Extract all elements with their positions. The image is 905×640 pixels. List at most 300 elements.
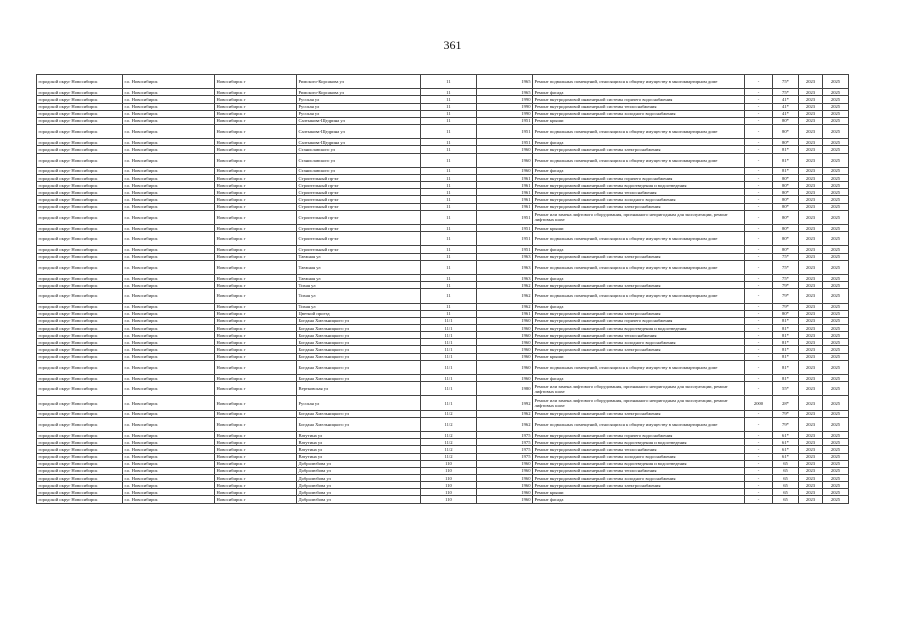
cell-cost: - [745,446,773,453]
cell-work: Ремонт внутридомовой инженерной системы электроснабжения [533,410,745,417]
cell-cost: - [745,382,773,396]
cell-okrug: городской округ Новосибирск [37,382,123,396]
cell-y1: 2023 [799,175,823,182]
table-row [37,325,849,332]
cell-y2: 2025 [823,353,849,360]
cell-y2: 2025 [823,246,849,253]
cell-np: Новосибирск г [215,353,297,360]
table-row [37,382,849,396]
cell-np: Новосибирск г [215,467,297,474]
cell-cost: - [745,410,773,417]
cell-wear: 81* [773,153,799,167]
cell-y1: 2023 [799,210,823,224]
cell-gor: г.о. Новосибирск [123,167,215,174]
cell-cost: - [745,432,773,439]
cell-wear: 79* [773,289,799,303]
cell-cost: - [745,332,773,339]
table-row [37,289,849,303]
cell-okrug: городской округ Новосибирск [37,282,123,289]
table-row [37,253,849,260]
table-row [37,125,849,139]
cell-house: 11 [421,189,477,196]
cell-gor: г.о. Новосибирск [123,339,215,346]
cell-house: 11/2 [421,446,477,453]
cell-np: Новосибирск г [215,146,297,153]
cell-gor: г.о. Новосибирск [123,360,215,374]
cell-wear: 65 [773,489,799,496]
cell-np: Новосибирск г [215,246,297,253]
cell-gor: г.о. Новосибирск [123,260,215,274]
cell-house: 11/1 [421,346,477,353]
cell-gor: г.о. Новосибирск [123,325,215,332]
cell-work: Ремонт крыши [533,117,745,124]
cell-year: 1965 [477,75,533,89]
cell-wear: 65 [773,475,799,482]
cell-okrug: городской округ Новосибирск [37,417,123,431]
cell-street: Русская ул [297,96,421,103]
cell-okrug: городской округ Новосибирск [37,375,123,382]
cell-house: 11 [421,289,477,303]
cell-np: Новосибирск г [215,325,297,332]
cell-gor: г.о. Новосибирск [123,432,215,439]
cell-okrug: городской округ Новосибирск [37,410,123,417]
cell-street: Богдана Хмельницкого ул [297,375,421,382]
cell-house: 11/2 [421,453,477,460]
cell-street: Ватутина ул [297,432,421,439]
cell-okrug: городской округ Новосибирск [37,225,123,232]
cell-wear: 80* [773,225,799,232]
cell-gor: г.о. Новосибирск [123,382,215,396]
cell-gor: г.о. Новосибирск [123,460,215,467]
cell-wear: 65 [773,460,799,467]
cell-y1: 2023 [799,260,823,274]
cell-y2: 2025 [823,89,849,96]
cell-house: 11/1 [421,339,477,346]
cell-year: 1960 [477,489,533,496]
table-body [37,75,849,504]
cell-house: 11 [421,246,477,253]
cell-np: Новосибирск г [215,489,297,496]
cell-street: Богдана Хмельницкого ул [297,346,421,353]
cell-house: 110 [421,467,477,474]
cell-okrug: городской округ Новосибирск [37,110,123,117]
cell-house: 11/1 [421,360,477,374]
cell-year: 1961 [477,182,533,189]
cell-y1: 2023 [799,432,823,439]
cell-cost: - [745,489,773,496]
cell-gor: г.о. Новосибирск [123,139,215,146]
cell-wear: 79* [773,282,799,289]
cell-okrug: городской округ Новосибирск [37,475,123,482]
cell-work: Ремонт подвальных помещений, относящихся к общему имуществу в многоквартирном доме [533,75,745,89]
cell-work: Ремонт подвальных помещений, относящихся к общему имуществу в многоквартирном доме [533,289,745,303]
cell-y1: 2023 [799,360,823,374]
table-row [37,89,849,96]
cell-np: Новосибирск г [215,275,297,282]
cell-house: 11 [421,260,477,274]
table-row [37,232,849,246]
cell-street: Ватутина ул [297,446,421,453]
cell-cost: - [745,167,773,174]
table-row [37,246,849,253]
cell-y1: 2023 [799,339,823,346]
cell-cost: - [745,117,773,124]
cell-y1: 2023 [799,475,823,482]
cell-work: Ремонт фасада [533,496,745,503]
cell-work: Ремонт внутридомовой инженерной системы электроснабжения [533,146,745,153]
table-row [37,453,849,460]
cell-cost: - [745,346,773,353]
cell-cost: - [745,353,773,360]
cell-cost: - [745,125,773,139]
cell-okrug: городской округ Новосибирск [37,353,123,360]
cell-y2: 2025 [823,482,849,489]
cell-y1: 2023 [799,225,823,232]
cell-cost: - [745,339,773,346]
cell-np: Новосибирск г [215,153,297,167]
cell-y2: 2025 [823,282,849,289]
cell-okrug: городской округ Новосибирск [37,303,123,310]
cell-np: Новосибирск г [215,417,297,431]
cell-work: Ремонт внутридомовой инженерной системы электроснабжения [533,203,745,210]
cell-y1: 2023 [799,467,823,474]
cell-okrug: городской округ Новосибирск [37,203,123,210]
cell-np: Новосибирск г [215,339,297,346]
cell-street: Строительный пр-кт [297,196,421,203]
cell-cost: - [745,310,773,317]
cell-street: Добролюбова ул [297,482,421,489]
cell-np: Новосибирск г [215,475,297,482]
cell-y2: 2025 [823,153,849,167]
cell-okrug: городской округ Новосибирск [37,167,123,174]
cell-gor: г.о. Новосибирск [123,75,215,89]
cell-work: Ремонт внутридомовой инженерной системы холодного водоснабжения [533,339,745,346]
cell-year: 1951 [477,225,533,232]
cell-house: 11 [421,203,477,210]
cell-work: Ремонт или замена лифтового оборудования, признанного непригодным для эксплуатации, ремонт лифтовых шахт [533,382,745,396]
cell-work: Ремонт внутридомовой инженерной системы теплоснабжения [533,467,745,474]
cell-y2: 2025 [823,189,849,196]
cell-okrug: городской округ Новосибирск [37,432,123,439]
cell-y2: 2025 [823,439,849,446]
cell-work: Ремонт внутридомовой инженерной системы теплоснабжения [533,446,745,453]
cell-np: Новосибирск г [215,210,297,224]
cell-street: Богдана Хмельницкого ул [297,325,421,332]
cell-wear: 41* [773,110,799,117]
cell-gor: г.о. Новосибирск [123,146,215,153]
cell-y2: 2025 [823,289,849,303]
cell-house: 11 [421,196,477,203]
cell-work: Ремонт фасада [533,375,745,382]
cell-year: 1963 [477,275,533,282]
cell-street: Богдана Хмельницкого ул [297,360,421,374]
cell-wear: 80* [773,210,799,224]
cell-y2: 2025 [823,203,849,210]
cell-np: Новосибирск г [215,482,297,489]
cell-work: Ремонт внутридомовой инженерной системы теплоснабжения [533,189,745,196]
cell-street: Станиславского ул [297,167,421,174]
cell-cost: - [745,75,773,89]
cell-gor: г.о. Новосибирск [123,232,215,246]
cell-y1: 2023 [799,196,823,203]
cell-work: Ремонт подвальных помещений, относящихся к общему имуществу в многоквартирном доме [533,232,745,246]
cell-house: 110 [421,460,477,467]
cell-y1: 2023 [799,310,823,317]
table-row [37,410,849,417]
capital-repair-table [36,74,849,504]
cell-work: Ремонт подвальных помещений, относящихся к общему имуществу в многоквартирном доме [533,125,745,139]
table-row [37,260,849,274]
cell-y2: 2025 [823,339,849,346]
cell-house: 11 [421,282,477,289]
cell-np: Новосибирск г [215,332,297,339]
cell-street: Станиславского ул [297,153,421,167]
cell-gor: г.о. Новосибирск [123,396,215,410]
cell-house: 11 [421,110,477,117]
cell-year: 1961 [477,189,533,196]
cell-year: 1961 [477,310,533,317]
cell-y1: 2023 [799,139,823,146]
cell-okrug: городской округ Новосибирск [37,260,123,274]
cell-gor: г.о. Новосибирск [123,189,215,196]
cell-y1: 2023 [799,303,823,310]
cell-np: Новосибирск г [215,382,297,396]
table-row [37,432,849,439]
cell-okrug: городской округ Новосибирск [37,153,123,167]
cell-gor: г.о. Новосибирск [123,203,215,210]
cell-okrug: городской округ Новосибирск [37,196,123,203]
cell-street: Ватутина ул [297,439,421,446]
cell-np: Новосибирск г [215,203,297,210]
cell-house: 11/2 [421,439,477,446]
cell-year: 1960 [477,167,533,174]
cell-np: Новосибирск г [215,289,297,303]
cell-wear: 81* [773,375,799,382]
cell-gor: г.о. Новосибирск [123,210,215,224]
cell-y2: 2025 [823,253,849,260]
cell-okrug: городской округ Новосибирск [37,139,123,146]
cell-y1: 2023 [799,482,823,489]
cell-y1: 2023 [799,189,823,196]
cell-house: 11 [421,232,477,246]
cell-gor: г.о. Новосибирск [123,289,215,303]
cell-wear: 65 [773,482,799,489]
cell-street: Добролюбова ул [297,496,421,503]
cell-house: 11 [421,167,477,174]
cell-year: 1951 [477,125,533,139]
cell-wear: 75* [773,75,799,89]
cell-gor: г.о. Новосибирск [123,125,215,139]
cell-gor: г.о. Новосибирск [123,453,215,460]
cell-np: Новосибирск г [215,282,297,289]
cell-np: Новосибирск г [215,453,297,460]
cell-okrug: городской округ Новосибирск [37,339,123,346]
cell-street: Тихая ул [297,303,421,310]
cell-wear: 80* [773,117,799,124]
cell-np: Новосибирск г [215,346,297,353]
cell-y1: 2023 [799,289,823,303]
table-row [37,310,849,317]
cell-cost: - [745,460,773,467]
cell-gor: г.о. Новосибирск [123,253,215,260]
cell-year: 1962 [477,410,533,417]
cell-wear: 75* [773,260,799,274]
cell-house: 11/1 [421,325,477,332]
cell-year: 1961 [477,196,533,203]
cell-gor: г.о. Новосибирск [123,175,215,182]
cell-wear: 55* [773,382,799,396]
cell-year: 1960 [477,332,533,339]
cell-okrug: городской округ Новосибирск [37,275,123,282]
cell-np: Новосибирск г [215,439,297,446]
table-row [37,225,849,232]
cell-work: Ремонт внутридомовой инженерной системы горячего водоснабжения [533,432,745,439]
cell-y1: 2023 [799,117,823,124]
cell-y1: 2023 [799,167,823,174]
cell-street: Добролюбова ул [297,460,421,467]
cell-cost: - [745,189,773,196]
cell-year: 1990 [477,110,533,117]
cell-wear: 65 [773,496,799,503]
cell-okrug: городской округ Новосибирск [37,182,123,189]
cell-street: Тихая ул [297,289,421,303]
cell-y1: 2023 [799,489,823,496]
table-row [37,103,849,110]
cell-wear: 61* [773,439,799,446]
cell-wear: 80* [773,125,799,139]
cell-year: 1960 [477,460,533,467]
cell-house: 11/1 [421,332,477,339]
cell-street: Салтыкова-Щедрина ул [297,125,421,139]
cell-work: Ремонт внутридомовой инженерной системы водоотведения и водоотведения [533,460,745,467]
cell-np: Новосибирск г [215,360,297,374]
cell-wear: 80* [773,139,799,146]
cell-okrug: городской округ Новосибирск [37,467,123,474]
cell-year: 1951 [477,139,533,146]
cell-gor: г.о. Новосибирск [123,439,215,446]
table-row [37,417,849,431]
table-row [37,460,849,467]
cell-street: Богдана Хмельницкого ул [297,417,421,431]
cell-y2: 2025 [823,489,849,496]
table-row [37,75,849,89]
cell-year: 1951 [477,246,533,253]
cell-house: 11/1 [421,317,477,324]
cell-work: Ремонт внутридомовой инженерной системы электроснабжения [533,346,745,353]
cell-np: Новосибирск г [215,310,297,317]
cell-cost: - [745,317,773,324]
cell-house: 11 [421,146,477,153]
table-row [37,346,849,353]
cell-y1: 2023 [799,253,823,260]
cell-work: Ремонт внутридомовой инженерной системы электроснабжения [533,253,745,260]
table-row [37,396,849,410]
cell-wear: 81* [773,353,799,360]
cell-house: 110 [421,482,477,489]
cell-year: 1960 [477,153,533,167]
cell-street: Строительный пр-кт [297,175,421,182]
cell-gor: г.о. Новосибирск [123,496,215,503]
cell-street: Добролюбова ул [297,475,421,482]
cell-work: Ремонт внутридомовой инженерной системы электроснабжения [533,310,745,317]
cell-wear: 81* [773,146,799,153]
cell-year: 1960 [477,496,533,503]
cell-wear: 80* [773,203,799,210]
cell-cost: - [745,246,773,253]
cell-work: Ремонт или замена лифтового оборудования, признанного непригодным для эксплуатации, ремонт лифтовых шахт [533,396,745,410]
cell-gor: г.о. Новосибирск [123,446,215,453]
cell-y2: 2025 [823,96,849,103]
cell-np: Новосибирск г [215,96,297,103]
cell-okrug: городской округ Новосибирск [37,346,123,353]
cell-np: Новосибирск г [215,117,297,124]
cell-y2: 2025 [823,346,849,353]
cell-year: 1951 [477,210,533,224]
table-row [37,146,849,153]
cell-house: 11 [421,96,477,103]
cell-wear: 81* [773,339,799,346]
cell-okrug: городской округ Новосибирск [37,439,123,446]
cell-y2: 2025 [823,303,849,310]
cell-year: 1960 [477,353,533,360]
cell-np: Новосибирск г [215,375,297,382]
cell-work: Ремонт фасада [533,275,745,282]
cell-okrug: городской округ Новосибирск [37,332,123,339]
cell-year: 1960 [477,346,533,353]
cell-house: 11 [421,275,477,282]
cell-wear: 28* [773,396,799,410]
cell-year: 1961 [477,203,533,210]
cell-cost: - [745,475,773,482]
cell-np: Новосибирск г [215,110,297,117]
cell-y1: 2023 [799,89,823,96]
cell-cost: - [745,253,773,260]
cell-house: 110 [421,489,477,496]
cell-street: Ватутина ул [297,453,421,460]
cell-y2: 2025 [823,117,849,124]
cell-gor: г.о. Новосибирск [123,467,215,474]
table-row [37,303,849,310]
cell-y2: 2025 [823,139,849,146]
cell-work: Ремонт внутридомовой инженерной системы холодного водоснабжения [533,453,745,460]
cell-gor: г.о. Новосибирск [123,303,215,310]
cell-year: 1992 [477,396,533,410]
cell-okrug: городской округ Новосибирск [37,89,123,96]
cell-house: 11 [421,210,477,224]
cell-okrug: городской округ Новосибирск [37,189,123,196]
cell-np: Новосибирск г [215,89,297,96]
table-row [37,489,849,496]
cell-cost: - [745,303,773,310]
cell-gor: г.о. Новосибирск [123,482,215,489]
cell-np: Новосибирск г [215,460,297,467]
cell-work: Ремонт фасада [533,167,745,174]
cell-y2: 2025 [823,103,849,110]
cell-np: Новосибирск г [215,175,297,182]
cell-np: Новосибирск г [215,182,297,189]
cell-house: 11 [421,75,477,89]
cell-year: 1980 [477,382,533,396]
cell-y2: 2025 [823,125,849,139]
cell-gor: г.о. Новосибирск [123,353,215,360]
cell-street: Таежная ул [297,253,421,260]
cell-okrug: городской округ Новосибирск [37,482,123,489]
cell-wear: 61* [773,446,799,453]
cell-gor: г.о. Новосибирск [123,375,215,382]
cell-work: Ремонт внутридомовой инженерной системы теплоснабжения [533,332,745,339]
cell-year: 1990 [477,103,533,110]
cell-house: 11 [421,139,477,146]
